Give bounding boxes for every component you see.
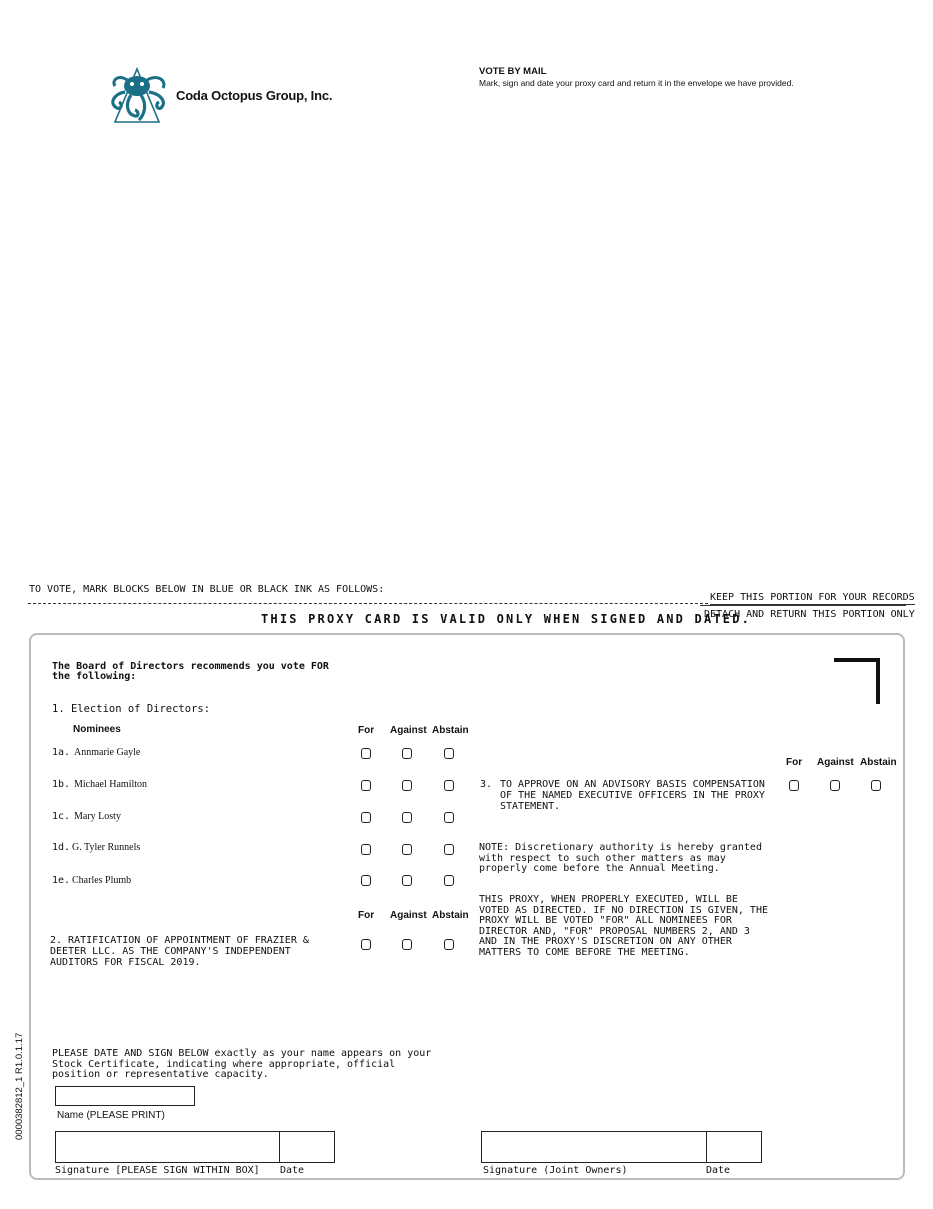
nominee-name: Charles Plumb <box>72 875 132 886</box>
nominee-1d-against-checkbox[interactable] <box>402 844 412 855</box>
joint-signature-label: Signature (Joint Owners) <box>483 1165 628 1176</box>
nominee-name: G. Tyler Runnels <box>72 842 141 853</box>
registration-corner-mark <box>834 658 880 704</box>
signature-date-box[interactable] <box>279 1131 335 1163</box>
nominee-1c-for-checkbox[interactable] <box>361 812 371 823</box>
vote-by-mail-text: Mark, sign and date your proxy card and return it in the envelope we have provided. <box>479 78 794 88</box>
nominee-1c-against-checkbox[interactable] <box>402 812 412 823</box>
proxy-execution-text: THIS PROXY, WHEN PROPERLY EXECUTED, WILL BE VOTED AS DIRECTED. IF NO DIRECTION IS GIVEN, THE PROXY WILL BE VOTED "FOR" ALL NOMINEES FOR DIRECTOR AND, "FOR" PROPOSAL NUMBERS 2, AND 3 AND IN THE PROXY'S DISCRETION ON ANY OTHER MATTERS TO COME BEFORE THE MEETING. <box>479 894 768 958</box>
nominee-1e-for-checkbox[interactable] <box>361 875 371 886</box>
nominee-1d-for-checkbox[interactable] <box>361 844 371 855</box>
proposal-3-against-checkbox[interactable] <box>830 780 840 791</box>
p3-col-for-header: For <box>786 757 803 768</box>
nominee-name: Annmarie Gayle <box>74 747 141 758</box>
name-print-field[interactable] <box>55 1086 195 1106</box>
p2-col-against-header: Against <box>390 910 427 921</box>
nominee-name: Michael Hamilton <box>74 779 148 790</box>
col-for-header: For <box>358 725 375 736</box>
proposal-3-text: TO APPROVE ON AN ADVISORY BASIS COMPENSATION OF THE NAMED EXECUTIVE OFFICERS IN THE PROXY STATEMENT. <box>500 779 765 812</box>
vote-by-mail-title: VOTE BY MAIL <box>479 66 547 77</box>
name-print-label: Name (PLEASE PRINT) <box>57 1110 165 1121</box>
detach-dashed-line <box>28 603 708 604</box>
p3-col-abstain-header: Abstain <box>860 757 897 768</box>
nominee-1d-abstain-checkbox[interactable] <box>444 844 454 855</box>
side-document-code: 0000382812_1 R1.0.1.17 <box>14 1032 25 1140</box>
nominee-number: 1a. <box>52 747 71 758</box>
signature-label: Signature [PLEASE SIGN WITHIN BOX] <box>55 1165 260 1176</box>
p3-col-against-header: Against <box>817 757 854 768</box>
joint-signature-box[interactable] <box>481 1131 707 1163</box>
col-against-header: Against <box>390 725 427 736</box>
p2-col-for-header: For <box>358 910 375 921</box>
valid-only-notice: THIS PROXY CARD IS VALID ONLY WHEN SIGNED AND DATED. <box>261 612 752 626</box>
nominees-header: Nominees <box>73 724 121 735</box>
nominee-1b-abstain-checkbox[interactable] <box>444 780 454 791</box>
proposal-2-text: 2. RATIFICATION OF APPOINTMENT OF FRAZIER & DEETER LLC. AS THE COMPANY'S INDEPENDENT AUDITORS FOR FISCAL 2019. <box>50 935 309 968</box>
discretionary-note: NOTE: Discretionary authority is hereby granted with respect to such other matters as may properly come before the Annual Meeting. <box>479 842 762 874</box>
keep-portion-label: KEEP THIS PORTION FOR YOUR RECORDS <box>710 592 915 603</box>
nominee-1e-against-checkbox[interactable] <box>402 875 412 886</box>
nominee-1b-for-checkbox[interactable] <box>361 780 371 791</box>
nominee-name: Mary Losty <box>74 811 121 822</box>
proposal-1-label: 1. Election of Directors: <box>52 703 211 715</box>
signature-box[interactable] <box>55 1131 280 1163</box>
detach-return-label: DETACH AND RETURN THIS PORTION ONLY <box>704 609 915 620</box>
joint-date-box[interactable] <box>706 1131 762 1163</box>
joint-date-label: Date <box>706 1165 731 1176</box>
nominee-number: 1c. <box>52 811 71 822</box>
nominee-1a-against-checkbox[interactable] <box>402 748 412 759</box>
nominee-number: 1b. <box>52 779 71 790</box>
nominee-1a-abstain-checkbox[interactable] <box>444 748 454 759</box>
proposal-2-against-checkbox[interactable] <box>402 939 412 950</box>
please-sign-instruction: PLEASE DATE AND SIGN BELOW exactly as your name appears on your Stock Certificate, indicating where appropriate, official position or representative capacity. <box>52 1048 432 1080</box>
proposal-3-for-checkbox[interactable] <box>789 780 799 791</box>
nominee-number: 1d. <box>52 842 71 853</box>
nominee-1c-abstain-checkbox[interactable] <box>444 812 454 823</box>
nominee-1a-for-checkbox[interactable] <box>361 748 371 759</box>
nominee-1e-abstain-checkbox[interactable] <box>444 875 454 886</box>
proposal-3-abstain-checkbox[interactable] <box>871 780 881 791</box>
octopus-logo-icon <box>105 66 177 128</box>
company-name: Coda Octopus Group, Inc. <box>176 88 333 103</box>
signature-date-label: Date <box>280 1165 305 1176</box>
col-abstain-header: Abstain <box>432 725 469 736</box>
proposal-3-number: 3. <box>480 779 493 790</box>
nominee-number: 1e. <box>52 875 71 886</box>
to-vote-instruction: TO VOTE, MARK BLOCKS BELOW IN BLUE OR BLACK INK AS FOLLOWS: <box>29 584 385 595</box>
keep-portion-rule <box>700 605 906 606</box>
nominee-1b-against-checkbox[interactable] <box>402 780 412 791</box>
board-recommendation: The Board of Directors recommends you vote FOR the following: <box>52 661 329 682</box>
proposal-2-abstain-checkbox[interactable] <box>444 939 454 950</box>
proposal-2-for-checkbox[interactable] <box>361 939 371 950</box>
p2-col-abstain-header: Abstain <box>432 910 469 921</box>
